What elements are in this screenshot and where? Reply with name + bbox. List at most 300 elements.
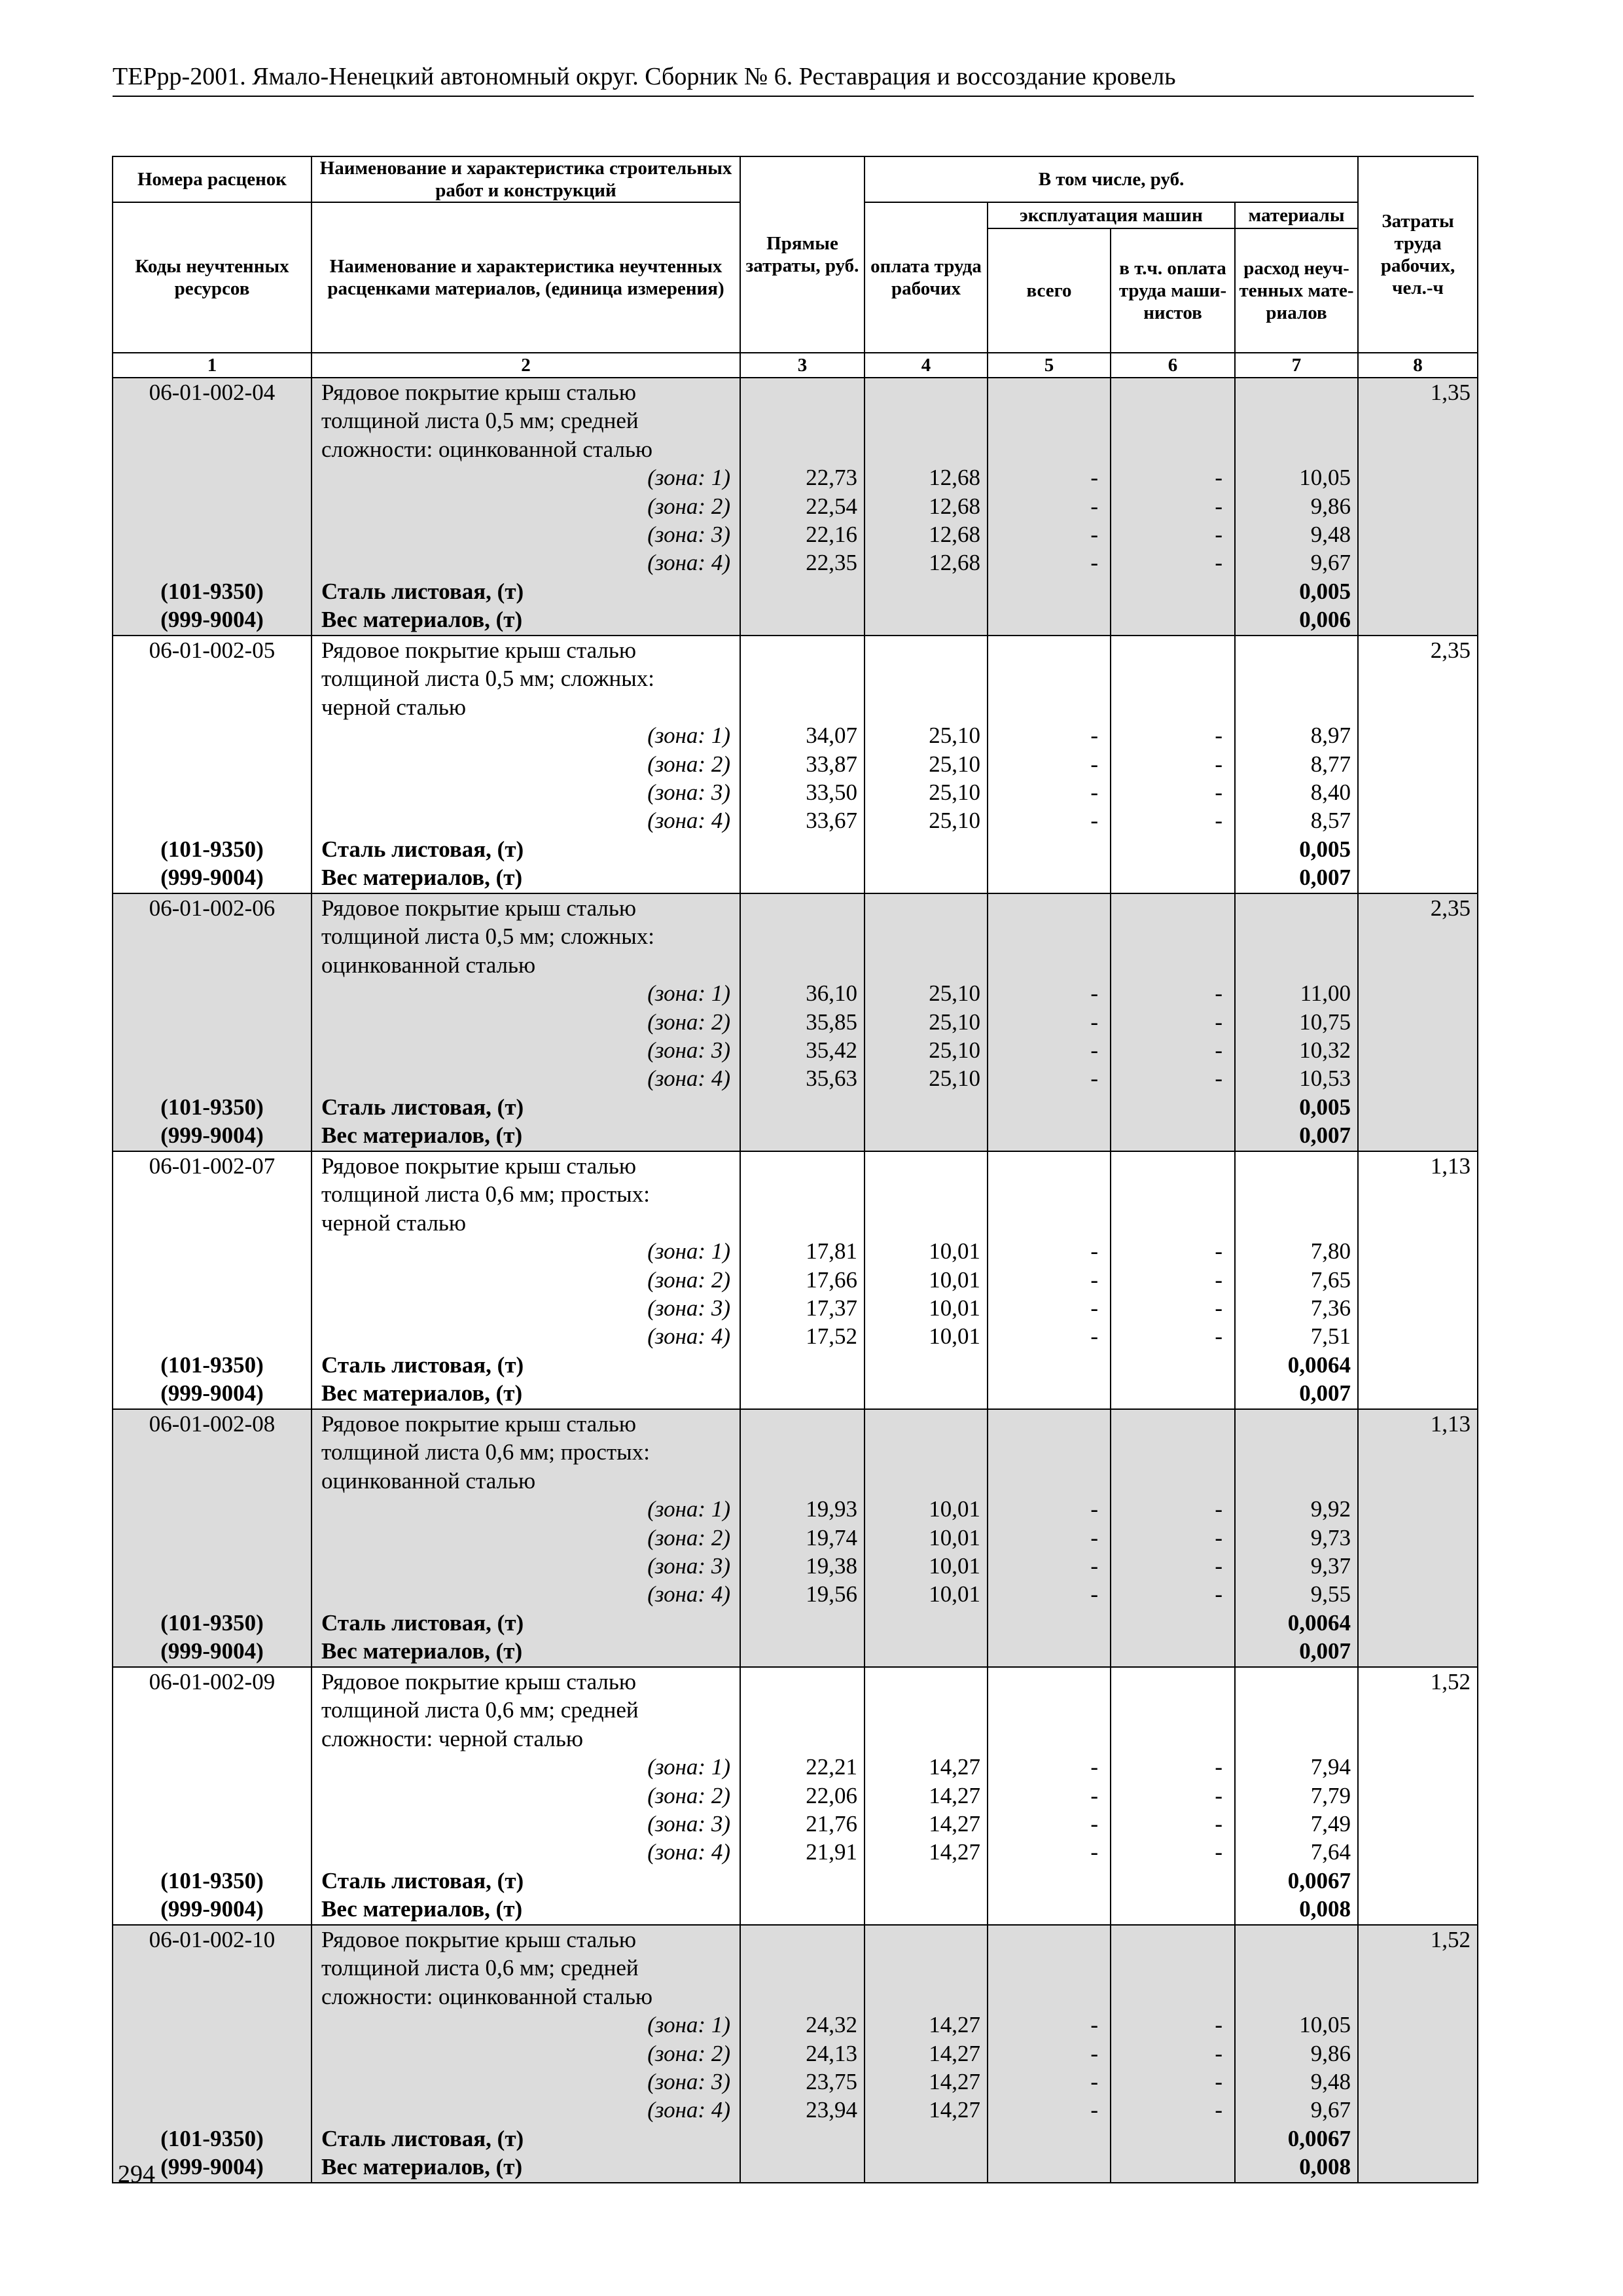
zone-label: (зона: 4) — [647, 1323, 730, 1350]
machines-cell — [988, 636, 1111, 893]
zone-label: (зона: 3) — [647, 521, 730, 547]
zone-label: (зона: 2) — [647, 1524, 730, 1551]
description-line: оцинкованной сталью — [321, 1467, 536, 1494]
zone-value: 25,10 — [929, 980, 980, 1007]
zone-value: - — [1215, 1524, 1222, 1551]
rate-row — [113, 1667, 1478, 1925]
blank-line — [113, 406, 311, 435]
blank-line — [113, 1008, 311, 1036]
zone-value: - — [1090, 1238, 1098, 1265]
header-machinist-pay: в т.ч. оплата труда маши- нистов — [1111, 228, 1235, 353]
zone-value: - — [1215, 1323, 1222, 1350]
zone-value: - — [1215, 723, 1222, 749]
zone-value: - — [1090, 1323, 1098, 1350]
blank-line — [865, 894, 987, 922]
worker-pay-cell — [865, 1925, 988, 2183]
zone-value: - — [1090, 1839, 1098, 1865]
blank-line — [113, 1524, 311, 1552]
blank-line — [113, 492, 311, 520]
zone-value: 36,10 — [806, 980, 857, 1007]
blank-line — [1236, 1467, 1357, 1495]
resource-name: Вес материалов, (т) — [321, 607, 523, 633]
blank-line — [1111, 664, 1234, 692]
zone-value: 24,32 — [806, 2012, 857, 2038]
zone-value: 9,48 — [1310, 521, 1351, 547]
zone-value: 9,73 — [1310, 1524, 1351, 1551]
blank-line — [988, 1696, 1110, 1724]
zone-value: 14,27 — [929, 2012, 980, 2038]
blank-line — [1236, 1180, 1357, 1208]
zone-value: 19,93 — [806, 1496, 857, 1522]
resource-code: (101-9350) — [160, 1609, 264, 1636]
zone-value: 33,67 — [806, 808, 857, 834]
zone-value: - — [1215, 1009, 1222, 1035]
blank-line — [1111, 1696, 1234, 1724]
zone-value: 10,01 — [929, 1552, 980, 1579]
blank-line — [1236, 1926, 1357, 1954]
blank-line — [741, 1152, 864, 1180]
blank-line — [865, 1438, 987, 1466]
blank-line — [1236, 1696, 1357, 1724]
zone-value: 7,94 — [1310, 1754, 1351, 1780]
blank-line — [988, 406, 1110, 435]
resource-name: Сталь листовая, (т) — [321, 2125, 524, 2151]
labor-cell — [1358, 1409, 1478, 1667]
resource-name: Сталь листовая, (т) — [321, 1352, 524, 1378]
zone-value: 7,36 — [1310, 1295, 1351, 1321]
zone-label: (зона: 2) — [647, 751, 730, 777]
blank-line — [741, 894, 864, 922]
labor-cell — [1358, 636, 1478, 893]
zone-value: 10,05 — [1299, 465, 1351, 491]
blank-line — [1236, 1982, 1357, 2011]
column-number: 1 — [113, 353, 312, 378]
blank-line — [741, 1982, 864, 2011]
blank-line — [988, 1410, 1110, 1438]
zone-value: 25,10 — [929, 751, 980, 777]
blank-line — [988, 693, 1110, 721]
materials-cell — [1235, 636, 1358, 893]
zone-value: 10,01 — [929, 1323, 980, 1350]
zone-value: - — [1215, 1496, 1222, 1522]
rate-code: 06-01-002-04 — [149, 380, 276, 405]
zone-value: 14,27 — [929, 1810, 980, 1837]
blank-line — [1111, 1410, 1234, 1438]
blank-line — [865, 1410, 987, 1438]
zone-value: 9,86 — [1310, 493, 1351, 519]
blank-line — [741, 1467, 864, 1495]
resource-value: 0,0067 — [1287, 1867, 1351, 1893]
zone-value: - — [1090, 808, 1098, 834]
machines-cell — [988, 1151, 1111, 1409]
blank-line — [113, 721, 311, 749]
zone-label: (зона: 4) — [647, 550, 730, 576]
zone-value: - — [1090, 1266, 1098, 1293]
blank-line — [1111, 1954, 1234, 1982]
blank-line — [988, 378, 1110, 406]
materials-cell — [1235, 1667, 1358, 1925]
description-cell — [312, 1409, 740, 1667]
header-unaccounted-materials: расход неуч- тенных мате- риалов — [1235, 228, 1358, 353]
blank-line — [865, 1725, 987, 1753]
blank-line — [1111, 1438, 1234, 1466]
resource-code: (999-9004) — [160, 1896, 264, 1922]
blank-line — [1236, 894, 1357, 922]
blank-line — [865, 1982, 987, 2011]
rate-row — [113, 636, 1478, 893]
zone-value: 7,64 — [1310, 1839, 1351, 1865]
blank-line — [1111, 1467, 1234, 1495]
zone-value: - — [1215, 751, 1222, 777]
blank-line — [113, 951, 311, 979]
blank-line — [113, 1552, 311, 1580]
zone-value: 8,40 — [1310, 779, 1351, 805]
zone-value: 35,85 — [806, 1009, 857, 1035]
blank-line — [1236, 1152, 1357, 1180]
blank-line — [1236, 406, 1357, 435]
header-machines-total: всего — [988, 228, 1111, 353]
blank-line — [1111, 1725, 1234, 1753]
resource-value: 0,007 — [1299, 1122, 1351, 1149]
blank-line — [865, 1696, 987, 1724]
blank-line — [865, 378, 987, 406]
zone-value: - — [1090, 1037, 1098, 1063]
description-line: Рядовое покрытие крыш сталью — [321, 1669, 636, 1695]
blank-line — [741, 435, 864, 463]
blank-line — [741, 951, 864, 979]
rate-code: 06-01-002-09 — [149, 1669, 276, 1695]
blank-line — [113, 1838, 311, 1866]
resource-code: (101-9350) — [160, 836, 264, 862]
blank-line — [1236, 693, 1357, 721]
zone-value: - — [1215, 2068, 1222, 2094]
zone-value: 12,68 — [929, 493, 980, 519]
code-cell — [113, 893, 312, 1151]
direct-costs-cell — [740, 636, 865, 893]
zone-label: (зона: 4) — [647, 1581, 730, 1607]
code-cell — [113, 1151, 312, 1409]
zone-value: 35,63 — [806, 1066, 857, 1092]
zone-value: - — [1215, 493, 1222, 519]
column-number: 6 — [1111, 353, 1235, 378]
resource-value: 0,006 — [1299, 607, 1351, 633]
zone-label: (зона: 4) — [647, 1839, 730, 1865]
blank-line — [1236, 664, 1357, 692]
blank-line — [113, 1725, 311, 1753]
zone-value: 19,56 — [806, 1581, 857, 1607]
resource-value: 0,005 — [1299, 1094, 1351, 1120]
zone-value: 10,01 — [929, 1581, 980, 1607]
zone-value: - — [1090, 1552, 1098, 1579]
zone-value: 10,01 — [929, 1295, 980, 1321]
code-cell — [113, 636, 312, 893]
blank-line — [1236, 1725, 1357, 1753]
description-line: Рядовое покрытие крыш сталью — [321, 1411, 636, 1437]
blank-line — [113, 1467, 311, 1495]
description-line: Рядовое покрытие крыш сталью — [321, 1927, 636, 1952]
machines-cell — [988, 1409, 1111, 1667]
zone-value: 25,10 — [929, 1037, 980, 1063]
zone-value: 25,10 — [929, 1066, 980, 1092]
zone-value: - — [1090, 1782, 1098, 1808]
resource-value: 0,005 — [1299, 836, 1351, 862]
resource-name: Вес материалов, (т) — [321, 2154, 523, 2180]
description-cell — [312, 1151, 740, 1409]
column-number: 7 — [1235, 353, 1358, 378]
blank-line — [988, 1954, 1110, 1982]
header-machine-operation: эксплуатация машин — [988, 202, 1235, 228]
zone-label: (зона: 2) — [647, 1266, 730, 1293]
description-cell — [312, 1667, 740, 1925]
header-rate-numbers: Номера расценок — [113, 156, 312, 202]
description-cell — [312, 636, 740, 893]
zone-value: - — [1090, 2040, 1098, 2066]
zone-value: 8,97 — [1310, 723, 1351, 749]
blank-line — [741, 1954, 864, 1982]
zone-value: 7,79 — [1310, 1782, 1351, 1808]
zone-value: - — [1215, 808, 1222, 834]
rate-row — [113, 1925, 1478, 2183]
zone-value: 14,27 — [929, 1782, 980, 1808]
zone-label: (зона: 2) — [647, 1782, 730, 1808]
zone-value: - — [1090, 1066, 1098, 1092]
description-line: толщиной листа 0,5 мм; сложных: — [321, 924, 655, 950]
description-line: толщиной листа 0,6 мм; простых: — [321, 1181, 650, 1208]
blank-line — [741, 1696, 864, 1724]
zone-value: 25,10 — [929, 779, 980, 805]
blank-line — [988, 1438, 1110, 1466]
direct-costs-cell — [740, 1151, 865, 1409]
resource-code: (999-9004) — [160, 1380, 264, 1407]
zone-value: 33,50 — [806, 779, 857, 805]
blank-line — [741, 1438, 864, 1466]
zone-value: - — [1215, 550, 1222, 576]
zone-value: - — [1090, 521, 1098, 547]
zone-value: - — [1215, 521, 1222, 547]
zone-value: - — [1090, 1810, 1098, 1837]
zone-label: (зона: 2) — [647, 2040, 730, 2066]
blank-line — [1111, 922, 1234, 950]
description-cell — [312, 1925, 740, 2183]
blank-line — [865, 1467, 987, 1495]
zone-label: (зона: 3) — [647, 1810, 730, 1837]
zone-label: (зона: 4) — [647, 808, 730, 834]
worker-pay-cell — [865, 378, 988, 636]
zone-value: 23,75 — [806, 2068, 857, 2094]
zone-value: 9,48 — [1310, 2068, 1351, 2094]
blank-line — [988, 1982, 1110, 2011]
zone-value: - — [1090, 1524, 1098, 1551]
zone-value: - — [1215, 1754, 1222, 1780]
resource-code: (101-9350) — [160, 1352, 264, 1378]
blank-line — [1111, 894, 1234, 922]
zone-value: 8,57 — [1310, 808, 1351, 834]
zone-value: 22,35 — [806, 550, 857, 576]
blank-line — [865, 922, 987, 950]
zone-value: - — [1090, 980, 1098, 1007]
resource-value: 0,007 — [1299, 1638, 1351, 1664]
blank-line — [988, 1152, 1110, 1180]
zone-value: - — [1090, 2097, 1098, 2123]
zone-value: 25,10 — [929, 723, 980, 749]
zone-value: - — [1090, 723, 1098, 749]
zone-value: - — [1215, 1066, 1222, 1092]
blank-line — [1111, 693, 1234, 721]
materials-cell — [1235, 893, 1358, 1151]
blank-line — [1111, 378, 1234, 406]
blank-line — [113, 922, 311, 950]
blank-line — [1236, 1668, 1357, 1696]
zone-value: 7,49 — [1310, 1810, 1351, 1837]
blank-line — [1236, 1954, 1357, 1982]
rate-row — [113, 1151, 1478, 1409]
blank-line — [113, 520, 311, 548]
description-line: толщиной листа 0,6 мм; простых: — [321, 1439, 650, 1465]
header-work-name: Наименование и характеристика строительных работ и конструкций — [312, 156, 740, 202]
zone-value: - — [1090, 1496, 1098, 1522]
description-line: Рядовое покрытие крыш сталью — [321, 895, 636, 921]
zone-value: - — [1090, 550, 1098, 576]
zone-value: - — [1090, 2012, 1098, 2038]
zone-value: 19,38 — [806, 1552, 857, 1579]
resource-code: (999-9004) — [160, 607, 264, 633]
machines-cell — [988, 1667, 1111, 1925]
blank-line — [988, 636, 1110, 664]
blank-line — [1236, 922, 1357, 950]
blank-line — [865, 1152, 987, 1180]
zone-value: 12,68 — [929, 550, 980, 576]
rate-row — [113, 1409, 1478, 1667]
blank-line — [865, 951, 987, 979]
column-number: 4 — [865, 353, 988, 378]
blank-line — [865, 1209, 987, 1237]
resource-value: 0,007 — [1299, 1380, 1351, 1407]
resource-code: (999-9004) — [160, 865, 264, 891]
zone-label: (зона: 3) — [647, 779, 730, 805]
zone-label: (зона: 3) — [647, 1037, 730, 1063]
blank-line — [113, 1580, 311, 1608]
blank-line — [741, 1410, 864, 1438]
resource-name: Сталь листовая, (т) — [321, 836, 524, 862]
labor-cell — [1358, 378, 1478, 636]
resource-name: Сталь листовая, (т) — [321, 578, 524, 604]
blank-line — [741, 664, 864, 692]
blank-line — [113, 1294, 311, 1322]
zone-value: - — [1215, 1552, 1222, 1579]
zone-value: - — [1215, 2040, 1222, 2066]
zone-value: 10,01 — [929, 1238, 980, 1265]
worker-pay-cell — [865, 636, 988, 893]
machinist-pay-cell — [1111, 1151, 1235, 1409]
blank-line — [113, 2068, 311, 2096]
zone-label: (зона: 1) — [647, 465, 730, 491]
rate-code: 06-01-002-08 — [149, 1411, 276, 1437]
zone-value: 25,10 — [929, 808, 980, 834]
description-line: толщиной листа 0,6 мм; средней — [321, 1955, 639, 1981]
zone-value: 22,73 — [806, 465, 857, 491]
zone-value: - — [1215, 1810, 1222, 1837]
zone-value: - — [1215, 2097, 1222, 2123]
zone-value: - — [1215, 1037, 1222, 1063]
zone-value: - — [1215, 779, 1222, 805]
zone-value: 21,91 — [806, 1839, 857, 1865]
resource-name: Вес материалов, (т) — [321, 1638, 523, 1664]
blank-line — [113, 548, 311, 577]
header-resource-codes: Коды неучтенных ресурсов — [113, 202, 312, 353]
zone-value: 10,75 — [1299, 1009, 1351, 1035]
zone-value: 12,68 — [929, 465, 980, 491]
blank-line — [113, 778, 311, 806]
zone-value: - — [1215, 465, 1222, 491]
description-line: сложности: черной сталью — [321, 1725, 583, 1751]
zone-value: 22,21 — [806, 1754, 857, 1780]
blank-line — [741, 922, 864, 950]
zone-label: (зона: 3) — [647, 2068, 730, 2094]
direct-costs-cell — [740, 1667, 865, 1925]
zone-value: - — [1215, 980, 1222, 1007]
zone-value: 17,66 — [806, 1266, 857, 1293]
column-number: 2 — [312, 353, 740, 378]
labor-value: 2,35 — [1430, 637, 1471, 663]
rate-row — [113, 378, 1478, 636]
header-including: В том числе, руб. — [865, 156, 1358, 202]
zone-value: 17,81 — [806, 1238, 857, 1265]
materials-cell — [1235, 1409, 1358, 1667]
worker-pay-cell — [865, 1151, 988, 1409]
zone-value: - — [1090, 2068, 1098, 2094]
direct-costs-cell — [740, 893, 865, 1151]
rate-code: 06-01-002-06 — [149, 895, 276, 921]
zone-value: 11,00 — [1300, 980, 1351, 1007]
blank-line — [741, 1725, 864, 1753]
labor-cell — [1358, 1925, 1478, 2183]
blank-line — [113, 1753, 311, 1781]
machines-cell — [988, 893, 1111, 1151]
description-line: оцинкованной сталью — [321, 952, 536, 978]
direct-costs-cell — [740, 378, 865, 636]
resource-code: (999-9004) — [160, 2154, 264, 2180]
blank-line — [1111, 1668, 1234, 1696]
header-material-name: Наименование и характеристика неучтенных расценками материалов, (единица измерения) — [312, 202, 740, 353]
resource-value: 0,0064 — [1287, 1609, 1351, 1636]
zone-label: (зона: 4) — [647, 1066, 730, 1092]
materials-cell — [1235, 1151, 1358, 1409]
blank-line — [113, 979, 311, 1007]
zone-value: 19,74 — [806, 1524, 857, 1551]
labor-value: 1,13 — [1430, 1153, 1471, 1179]
blank-line — [988, 664, 1110, 692]
zone-value: 10,32 — [1299, 1037, 1351, 1063]
code-cell — [113, 1667, 312, 1925]
resource-code: (101-9350) — [160, 2125, 264, 2151]
page-header: ТЕРрр-2001. Ямало-Ненецкий автономный округ. Сборник № 6. Реставрация и воссоздание кровель — [113, 62, 1474, 97]
zone-value: 21,76 — [806, 1810, 857, 1837]
machines-cell — [988, 378, 1111, 636]
blank-line — [113, 1495, 311, 1523]
blank-line — [988, 1180, 1110, 1208]
direct-costs-cell — [740, 1409, 865, 1667]
blank-line — [865, 406, 987, 435]
blank-line — [1111, 1152, 1234, 1180]
labor-cell — [1358, 1151, 1478, 1409]
rate-code: 06-01-002-05 — [149, 637, 276, 663]
zone-value: 10,01 — [929, 1266, 980, 1293]
zone-value: 14,27 — [929, 2040, 980, 2066]
zone-value: 9,86 — [1310, 2040, 1351, 2066]
resource-name: Вес материалов, (т) — [321, 1380, 523, 1407]
materials-cell — [1235, 1925, 1358, 2183]
zone-value: 7,80 — [1310, 1238, 1351, 1265]
